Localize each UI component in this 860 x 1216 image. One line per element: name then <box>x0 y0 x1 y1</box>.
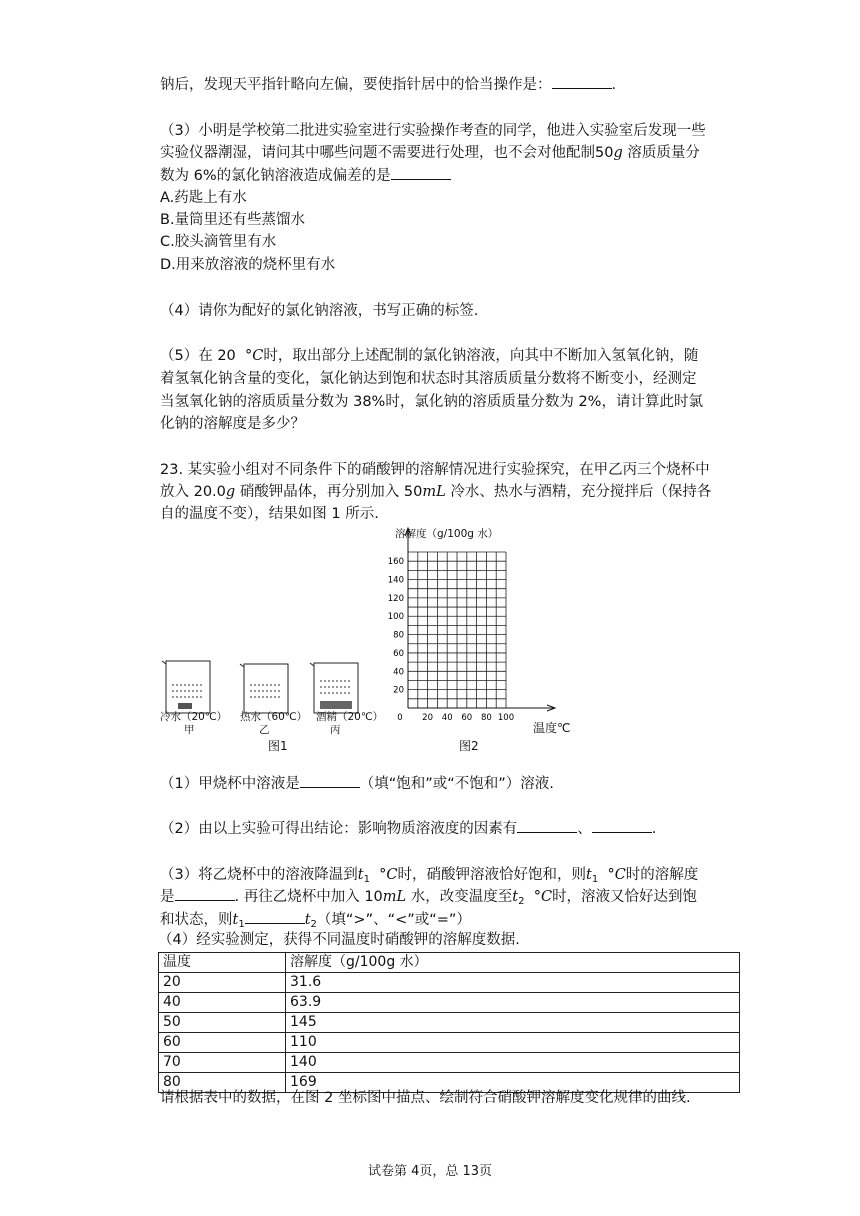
beaker-label: 热水（60℃） <box>240 711 308 723</box>
y-tick-label: 140 <box>387 575 404 586</box>
answer-blank[interactable] <box>517 818 577 833</box>
y-tick-label: 60 <box>393 648 404 659</box>
table-header-cell: 溶解度（g/100g 水） <box>286 953 740 973</box>
answer-blank[interactable] <box>300 773 360 788</box>
beaker-name: 丙 <box>330 724 341 736</box>
beaker-bing <box>310 663 358 713</box>
y-tick-label: 80 <box>393 630 404 641</box>
y-tick-label: 100 <box>387 612 404 623</box>
y-axis-label: 溶解度（g/100g 水） <box>395 528 499 540</box>
question-4: （4）请你为配好的氯化钠溶液，书写正确的标签. <box>160 303 479 319</box>
question-23-line: 自的温度不变），结果如图 1 所示. <box>160 506 379 522</box>
answer-blank[interactable] <box>552 74 612 89</box>
table-header-cell: 温度 <box>159 953 286 973</box>
y-tick-label: 20 <box>393 685 404 696</box>
text-line: 钠后，发现天平指针略向左偏，要使指针居中的恰当操作是： . <box>160 74 616 96</box>
y-tick-label: 40 <box>393 667 404 678</box>
y-tick-label: 120 <box>387 593 404 604</box>
table-cell: 60 <box>159 1033 286 1053</box>
table-cell: 169 <box>286 1073 740 1093</box>
answer-blank[interactable] <box>391 165 451 180</box>
option-b: B.量筒里还有些蒸馏水 <box>160 212 306 228</box>
table-row <box>159 973 740 993</box>
sub-question-2: （2）由以上实验可得出结论：影响物质溶液度的因素有 、 . <box>160 818 656 840</box>
question-5-line: 化钠的溶解度是多少？ <box>160 416 305 432</box>
table-cell: 63.9 <box>286 993 740 1013</box>
table-cell: 145 <box>286 1013 740 1033</box>
answer-blank[interactable] <box>175 886 235 901</box>
table-cell: 140 <box>286 1053 740 1073</box>
solubility-table <box>158 952 740 1093</box>
question-5-line: 着氢氧化钠含量的变化，氯化钠达到饱和状态时其溶质质量分数将不断变小，经测定 <box>160 371 697 387</box>
table-row <box>159 1013 740 1033</box>
beaker-label: 酒精（20℃） <box>316 711 384 723</box>
beaker-jia <box>162 661 210 713</box>
table-cell: 110 <box>286 1033 740 1053</box>
table-cell: 70 <box>159 1053 286 1073</box>
x-axis-label: 温度℃ <box>533 721 571 735</box>
table-cell: 31.6 <box>286 973 740 993</box>
option-c: C.胶头滴管里有水 <box>160 234 277 250</box>
question-3-line: （3）小明是学校第二批进实验室进行实验操作考查的同学，他进入实验室后发现一些 <box>160 123 706 139</box>
y-tick-label: 160 <box>387 557 404 568</box>
question-3-line: 数为 6%的氯化钠溶液造成偏差的是 <box>160 165 451 187</box>
sub-question-1: （1）甲烧杯中溶液是 （填“饱和”或“不饱和”）溶液. <box>160 773 554 795</box>
option-d: D.用来放溶液的烧杯里有水 <box>160 257 336 273</box>
figure-2-caption: 图2 <box>459 739 479 753</box>
x-tick-label: 20 <box>422 713 434 723</box>
chart-grid <box>388 528 555 723</box>
beaker-yi <box>240 664 288 713</box>
question-5-line: 当氢氧化钠的溶质质量分数为 38%时，氯化钠的溶质质量分数为 2%，请计算此时氯 <box>160 394 703 410</box>
x-tick-label: 80 <box>480 713 492 723</box>
beaker-name: 甲 <box>184 724 195 736</box>
question-23-line: 23. 某实验小组对不同条件下的硝酸钾的溶解情况进行实验探究，在甲乙丙三个烧杯中 <box>160 462 710 478</box>
table-row <box>159 1053 740 1073</box>
beaker-label: 冷水（20℃） <box>160 711 228 723</box>
table-cell: 20 <box>159 973 286 993</box>
figure-2-chart <box>380 520 620 730</box>
answer-blank[interactable] <box>245 909 305 924</box>
x-tick-label: 0 <box>397 713 403 723</box>
table-cell: 40 <box>159 993 286 1013</box>
x-tick-label: 60 <box>461 713 473 723</box>
beaker-name: 乙 <box>259 724 270 736</box>
sub-question-3-line: 和状态，则$t_1$ $t_2$（填“>”、“<”或“=”） <box>160 909 471 936</box>
x-tick-label: 40 <box>441 713 453 723</box>
sub-question-4: （4）经实验测定，获得不同温度时硝酸钾的溶解度数据. <box>158 932 520 948</box>
table-cell: 50 <box>159 1013 286 1033</box>
table-row <box>159 993 740 1013</box>
figure-1-caption: 图1 <box>268 739 288 753</box>
table-cell: 80 <box>159 1073 286 1093</box>
sub-question-3-line: （3）将乙烧杯中的溶液降温到$t_1$ °C时，硝酸钾溶液恰好饱和，则$t_1$ °C时的溶解度 <box>160 867 699 885</box>
sub-question-3-line: 是 . 再往乙烧杯中加入 10mL 水，改变温度至$t_2$ °C时，溶液又恰好达到饱 <box>160 886 697 913</box>
question-23-line: 放入 20.0g 硝酸钾晶体，再分别加入 50mL 冷水、热水与酒精，充分搅拌后（保持各 <box>160 484 712 500</box>
option-a: A.药匙上有水 <box>160 190 247 206</box>
x-tick-label: 100 <box>497 713 515 723</box>
page-footer: 试卷第 4页，总 13页 <box>367 1164 493 1179</box>
question-3-line: 实验仪器潮湿，请问其中哪些问题不需要进行处理，也不会对他配制50g 溶质质量分 <box>160 145 700 161</box>
question-5-line: （5）在 20 °C时，取出部分上述配制的氯化钠溶液，向其中不断加入氢氧化钠，随 <box>160 348 699 364</box>
table-header-row <box>159 953 740 973</box>
table-row <box>159 1033 740 1053</box>
answer-blank[interactable] <box>592 818 652 833</box>
sub-question-4-instruction: 请根据表中的数据，在图 2 坐标图中描点、绘制符合硝酸钾溶解度变化规律的曲线. <box>160 1090 691 1106</box>
